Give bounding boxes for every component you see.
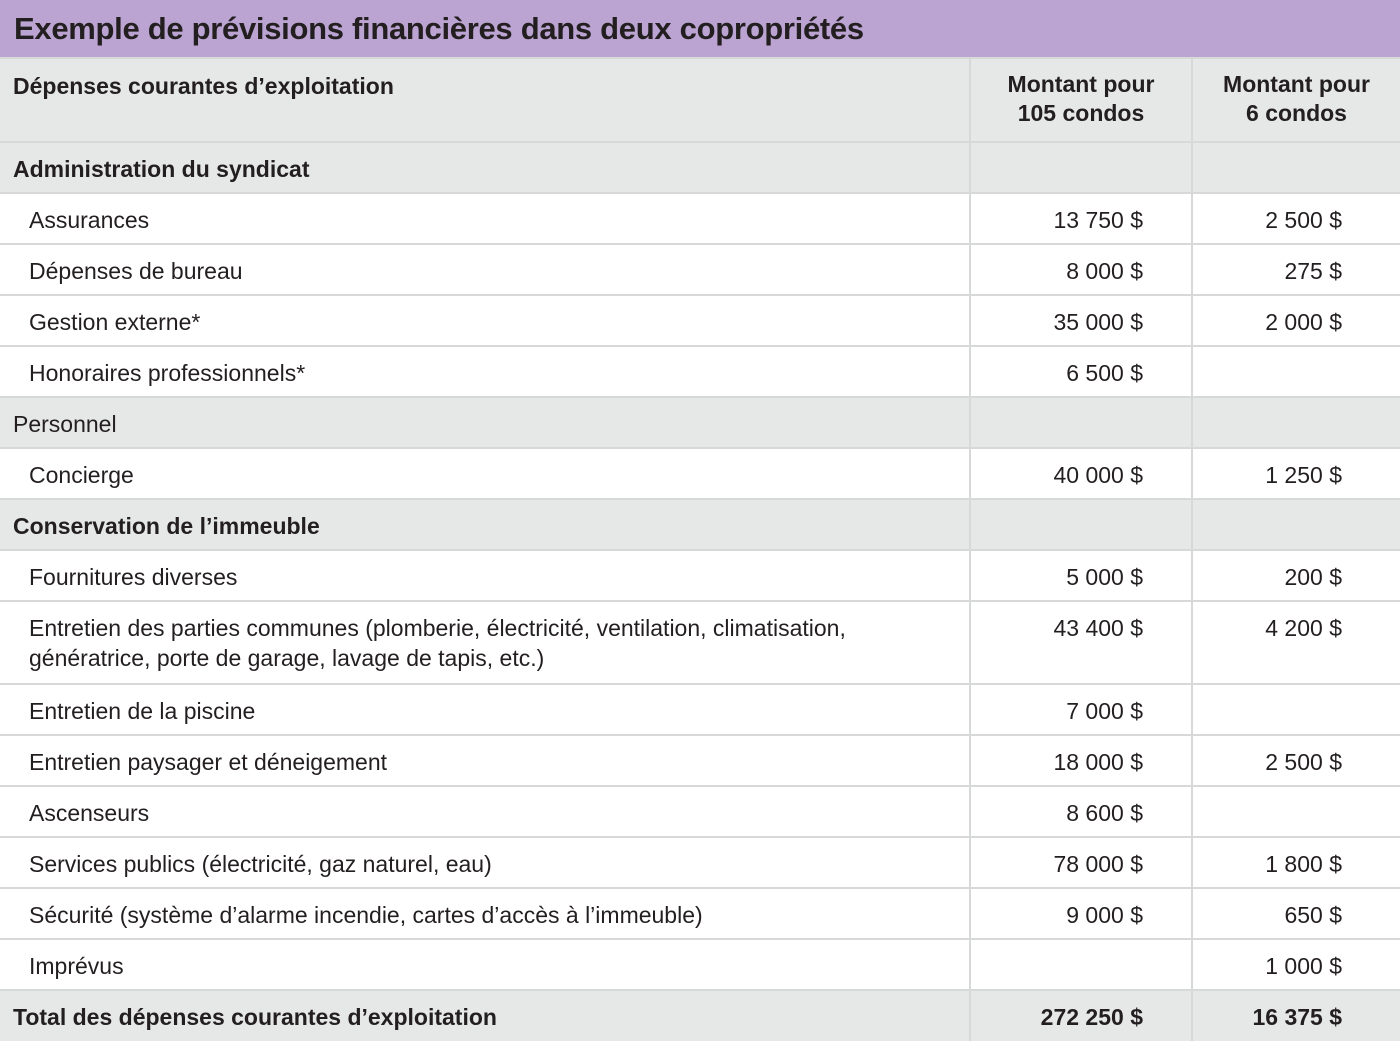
amount-6-condos: 275 $ [1192,244,1400,295]
amount-105-condos: 5 000 $ [970,550,1192,601]
table-row [0,601,1400,684]
amount-6-condos: 2 000 $ [1192,295,1400,346]
expense-label-line: Entretien des parties communes (plomberie, électricité, ventilation, climatisation, [29,615,846,641]
column-header-expenses: Dépenses courantes d’exploitation [0,58,970,142]
section-row [0,142,1400,193]
amount-105-condos: 35 000 $ [970,295,1192,346]
expense-label [0,244,970,295]
column-header-6-line1: Montant pour [1223,71,1370,97]
amount-6-condos [1192,786,1400,837]
amount-105-condos: 13 750 $ [970,193,1192,244]
total-label: Total des dépenses courantes d’exploitation [0,990,970,1041]
expense-label-line: Imprévus [29,953,124,979]
amount-105-condos: 78 000 $ [970,837,1192,888]
column-header-6-condos [1192,58,1400,142]
amount-6-condos: 1 800 $ [1192,837,1400,888]
amount-6-condos [1192,142,1400,193]
expense-label-line: Administration du syndicat [13,156,310,182]
expense-label [0,193,970,244]
expense-label-line: Fournitures diverses [29,564,238,590]
amount-105-condos: 43 400 $ [970,601,1192,684]
amount-6-condos: 2 500 $ [1192,735,1400,786]
table-row [0,295,1400,346]
amount-105-condos [970,499,1192,550]
expense-label [0,837,970,888]
section-label [0,397,970,448]
total-amount-6-condos: 16 375 $ [1192,990,1400,1041]
expense-table [0,57,1400,1041]
expense-label [0,550,970,601]
amount-6-condos [1192,397,1400,448]
column-header-6-line2: 6 condos [1246,100,1347,126]
expense-label [0,735,970,786]
table-row [0,550,1400,601]
table-header-row [0,58,1400,142]
expense-label-line: Conservation de l’immeuble [13,513,320,539]
expense-label-line: Services publics (électricité, gaz naturel, eau) [29,851,492,877]
expense-label [0,448,970,499]
table-row [0,346,1400,397]
amount-105-condos [970,397,1192,448]
amount-105-condos [970,142,1192,193]
amount-6-condos: 4 200 $ [1192,601,1400,684]
section-label [0,142,970,193]
column-header-105-line2: 105 condos [1017,100,1145,126]
table-row [0,888,1400,939]
page-title: Exemple de prévisions financières dans deux copropriétés [0,0,1400,57]
expense-label [0,601,970,684]
amount-105-condos: 8 000 $ [970,244,1192,295]
amount-105-condos: 9 000 $ [970,888,1192,939]
expense-label-line: Sécurité (système d’alarme incendie, cartes d’accès à l’immeuble) [29,902,703,928]
amount-105-condos: 7 000 $ [970,684,1192,735]
amount-105-condos: 6 500 $ [970,346,1192,397]
expense-label [0,346,970,397]
amount-6-condos: 1 000 $ [1192,939,1400,990]
amount-105-condos: 8 600 $ [970,786,1192,837]
amount-6-condos [1192,346,1400,397]
amount-105-condos: 40 000 $ [970,448,1192,499]
expense-label-line: Dépenses de bureau [29,258,243,284]
table-row [0,244,1400,295]
amount-6-condos: 2 500 $ [1192,193,1400,244]
table-row [0,448,1400,499]
amount-105-condos: 18 000 $ [970,735,1192,786]
total-row [0,990,1400,1041]
table-row [0,735,1400,786]
section-label [0,499,970,550]
expense-label-line: Entretien de la piscine [29,698,256,724]
table-row [0,939,1400,990]
expense-label-line: Entretien paysager et déneigement [29,749,388,775]
expense-label-line: Ascenseurs [29,800,150,826]
expense-label-line: Concierge [29,462,134,488]
expense-label-line: Honoraires professionnels* [29,360,306,386]
amount-105-condos [970,939,1192,990]
section-row [0,397,1400,448]
table-row [0,837,1400,888]
expense-label [0,684,970,735]
table-row [0,786,1400,837]
amount-6-condos [1192,684,1400,735]
column-header-105-line1: Montant pour [1007,71,1155,97]
amount-6-condos: 650 $ [1192,888,1400,939]
expense-label [0,939,970,990]
expense-label [0,295,970,346]
section-row [0,499,1400,550]
expense-label-line: Personnel [13,411,117,437]
table-row [0,193,1400,244]
column-header-105-condos [970,58,1192,142]
expense-label [0,786,970,837]
expense-label [0,888,970,939]
amount-6-condos: 1 250 $ [1192,448,1400,499]
amount-6-condos [1192,499,1400,550]
amount-6-condos: 200 $ [1192,550,1400,601]
expense-label-line: Assurances [29,207,150,233]
table-row [0,684,1400,735]
total-amount-105-condos: 272 250 $ [970,990,1192,1041]
expense-label-line: Gestion externe* [29,309,201,335]
expense-label-line-2: génératrice, porte de garage, lavage de tapis, etc.) [29,645,545,671]
